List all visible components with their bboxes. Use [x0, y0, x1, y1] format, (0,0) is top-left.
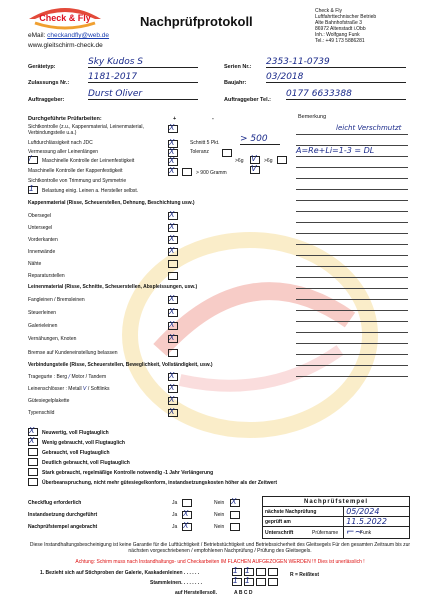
stammleinen-label: Stammleinen. . . . . . . . — [150, 580, 202, 586]
stempel-row-value: 05/2024 — [344, 507, 410, 517]
nein-box[interactable] — [230, 511, 240, 519]
kappe-item-label: Untersegel — [28, 225, 53, 231]
zustand-box[interactable] — [28, 448, 38, 456]
website-link[interactable]: www.gleitschirm-check.de — [28, 42, 103, 49]
check-box[interactable]: X — [168, 158, 178, 166]
schnitt-value: > 500 — [240, 134, 280, 145]
check-item-label: Luftdurchlässigkeit nach JDC — [28, 140, 93, 146]
toleranz-value: A=Re+Li=1-3 = DL — [296, 146, 375, 155]
check-and-fly-logo — [25, 3, 105, 35]
check-item-label: Maschinelle Kontrolle der Kappenfestigkeit — [28, 168, 123, 174]
ja-label: Ja — [172, 500, 178, 506]
nein-label: Nein — [214, 500, 225, 506]
toleranz-box[interactable] — [222, 149, 232, 157]
plus-header: + — [173, 116, 177, 122]
zustand-label: Gebraucht, voll Flugtauglich — [42, 450, 110, 456]
bemerkung-text: leicht Verschmutzt — [336, 124, 402, 132]
verbindung-item-label: Leinenschlösser : Metall V / Softlinks — [28, 386, 110, 392]
pruefername-label: Prüfername — [312, 530, 339, 536]
pruefername-value: Funk — [360, 530, 372, 536]
kappe-box[interactable]: X — [168, 236, 178, 244]
zulassung-value: 1181-2017 — [88, 72, 198, 83]
checks-heading: Durchgeführte Prüfarbeiten: — [28, 116, 102, 122]
zustand-label: Wenig gebraucht, voll Flugtauglich — [42, 440, 125, 446]
auftraggeber-label: Auftraggeber: — [28, 97, 65, 103]
check-item-label: Belastung einig. Leinen a. Hersteller selbst. — [42, 188, 139, 194]
belastung-box[interactable]: 1 — [28, 186, 38, 194]
svg-text:Check & Fly: Check & Fly — [39, 13, 91, 23]
ja-label: Ja — [172, 512, 178, 518]
seriennr-label: Serien Nr.: — [224, 64, 252, 70]
nein-label: Nein — [214, 512, 225, 518]
check-box[interactable]: X — [168, 168, 178, 176]
company-block: Check & Fly Luftfahrttechnischer Betrieb Alte Bahnhofstraße 3 86972 Altenstadt i.Obb Inh.: Wolfgang Funk Tel.: +49 173 5886281 — [315, 8, 377, 44]
warning: Achtung: Schirm muss nach Instandhaltungs- und Checkarbeiten IM FLACHEN AUFGEZOGEN WERDEN !!! Dies ist unerlässlich ! — [75, 559, 365, 565]
leinen-box[interactable]: X — [168, 335, 178, 343]
zustand-box[interactable] — [28, 478, 38, 486]
gramm-plus-box[interactable]: V — [250, 166, 260, 174]
signature: ⌐~ — [344, 527, 410, 539]
stempel-row-label: Unterschrift — [263, 527, 344, 539]
leinen-item-label: Galerieleinen — [28, 323, 58, 329]
footer-box[interactable]: 1 — [232, 578, 242, 586]
leinen-box[interactable]: X — [168, 296, 178, 304]
zustand-label: Neuwertig, voll Flugtauglich — [42, 430, 109, 436]
seriennr-value: 2353-11-0739 — [266, 57, 406, 68]
bottom-check-label: Instandsetzung durchgeführt — [28, 512, 98, 518]
tel-label: Auftraggeber Tel.: — [224, 97, 271, 103]
zustand-label: Überbeanspruchung, nicht mehr gütesiegelkonform, instandsetzungskosten höher als der Zeitwert — [42, 480, 278, 486]
email-line: eMail: checkandfly@web.de — [28, 32, 110, 39]
leinen-item-label: Steuerleinen — [28, 310, 57, 316]
gramm-box[interactable] — [182, 168, 192, 176]
verbindung-box[interactable]: X — [168, 385, 178, 393]
minus-header: - — [212, 116, 214, 122]
auftraggeber-value: Durst Oliver — [88, 89, 198, 100]
kappe-item-label: Vorderkanten — [28, 237, 58, 243]
gt900-label: > 900 Gramm — [196, 170, 227, 176]
check-item-label: Vermessung aller Leinenlängen — [28, 149, 99, 155]
leinen-box[interactable] — [168, 349, 178, 357]
ja-box[interactable]: X — [182, 511, 192, 519]
baujahr-value: 03/2018 — [266, 72, 406, 83]
kappe-box[interactable]: X — [168, 212, 178, 220]
ja-label: Ja — [172, 524, 178, 530]
gt6g-box[interactable]: V — [250, 156, 260, 164]
stempel-row-value: 11.5.2022 — [344, 517, 410, 527]
kappe-item-label: Nähte — [28, 261, 42, 267]
verbindung-box[interactable]: X — [168, 397, 178, 405]
zustand-box[interactable] — [28, 468, 38, 476]
kappe-box[interactable]: X — [168, 248, 178, 256]
kappe-box[interactable]: X — [168, 224, 178, 232]
nein-box[interactable] — [230, 523, 240, 531]
verbindung-item-label: Tragegurte : Berg / Motor / Tandem — [28, 374, 107, 380]
baujahr-label: Baujahr: — [224, 80, 247, 86]
footer-box[interactable]: 1 — [232, 568, 242, 576]
ja-box[interactable]: X — [182, 523, 192, 531]
footer-box[interactable] — [256, 578, 266, 586]
zustand-box[interactable]: X — [28, 438, 38, 446]
document-title: Nachprüfprotokoll — [140, 14, 253, 29]
kappe-item-label: Innenwände — [28, 249, 56, 255]
schnitt-label: Schnitt 5 Pkt. — [190, 140, 220, 146]
footer-box[interactable]: 1 — [244, 578, 254, 586]
geraetetyp-label: Gerätetyp: — [28, 64, 56, 70]
tel-value: 0177 6633388 — [286, 89, 406, 100]
disclaimer: Diese Instandhaltungsbescheinigung ist keine Garantie für die Lufttüchtigkeit / Betriebstüchtigkeit und Betriebssicherheit des Gleitsegels Für den gesamten Zeitraum bis zur nächsten vorgeschriebenen / empfohlenen Nachprüfung / Prüfung des Gleitsegels. — [29, 542, 411, 554]
gt6g-label: >6g — [235, 158, 244, 164]
nein-label: Nein — [214, 524, 225, 530]
leinen-box[interactable]: X — [168, 309, 178, 317]
zustand-box[interactable]: X — [28, 428, 38, 436]
r-label: R = Reißtest — [290, 572, 320, 578]
check-item-label: Sichtkontrolle von Trimmung und Symmetrie — [28, 178, 127, 184]
leinen-item-label: Fangleinen / Bremsleinen — [28, 297, 85, 303]
gt6g2-box[interactable] — [277, 156, 287, 164]
bemerkung-label: Bemerkung — [298, 114, 327, 120]
bottom-check-label: Nachprüfstempel angebracht — [28, 524, 98, 530]
toleranz-label: Toleranz — [190, 149, 209, 155]
footer-box[interactable]: 1 — [244, 568, 254, 576]
zustand-label: Deutlich gebraucht, voll Flugtauglich — [42, 460, 130, 466]
kappe-heading: Kappenmaterial (Risse, Scheuerstellen, Dehnung, Beschichtung usw.) — [28, 200, 195, 206]
verbindung-item-label: Typenschild — [28, 410, 55, 416]
stempel-title: Nachprüfstempel — [263, 497, 410, 507]
verbindung-heading: Verbindungsteile (Risse, Scheuerstellen, Beweglichkeit, Vollständigkeit, usw.) — [28, 362, 213, 368]
bottom-check-label: Checkflug erforderlich — [28, 500, 82, 506]
check-box[interactable]: X — [168, 125, 178, 133]
kappe-item-label: Reparaturstellen — [28, 273, 65, 279]
verbindung-item-label: Gütesiegelplakette — [28, 398, 70, 404]
leinen-heading: Leinenmaterial (Risse, Schnitte, Scheuerstellen, Abspleissungen, usw.) — [28, 284, 198, 290]
check-and-fly-watermark — [120, 230, 380, 440]
zustand-label: Stark gebraucht, regelmäßige Kontrolle notwendig -1 Jahr Verlängerung — [42, 470, 214, 476]
footer-box[interactable] — [268, 578, 278, 586]
gt6g2-label: >6g — [264, 158, 273, 164]
footer-box[interactable] — [256, 568, 266, 576]
verbindung-box[interactable]: X — [168, 373, 178, 381]
check-item-label: Maschinelle Kontrolle der Leinenfestigkeit — [42, 158, 135, 164]
kappe-box[interactable] — [168, 260, 178, 268]
kappe-box[interactable] — [168, 272, 178, 280]
abcd-label: A B C D — [234, 590, 253, 596]
ja-box[interactable] — [182, 499, 192, 507]
stempel-row-label: geprüft am — [263, 517, 344, 527]
zulassung-label: Zulassungs Nr.: — [28, 80, 70, 86]
nein-box[interactable]: X — [230, 499, 240, 507]
herstellersoll-label: auf Herstellersoll. — [175, 590, 217, 596]
zustand-box[interactable] — [28, 458, 38, 466]
email-link[interactable]: checkandfly@web.de — [47, 32, 110, 39]
leinen-box[interactable]: X — [168, 322, 178, 330]
leinen-test-box[interactable]: / — [28, 156, 38, 164]
kappe-item-label: Obersegel — [28, 213, 52, 219]
footer-box[interactable] — [268, 568, 278, 576]
leinen-item-label: Vernähungen, Knoten — [28, 336, 77, 342]
footer-item: 1. Bezieht sich auf Stichproben der Galerie, Kaskadenleinen . . . . . . — [40, 570, 200, 576]
geraetetyp-value: Sky Kudos S — [88, 57, 198, 68]
stempel-row-label: nächste Nachprüfung — [263, 507, 344, 517]
verbindung-box[interactable]: X — [168, 409, 178, 417]
check-box[interactable]: X — [168, 140, 178, 148]
check-item-label: Sichtkontrolle (z.u., Kappenmaterial, Leinenmaterial, Verbindungsteile u.a.) — [28, 124, 144, 136]
leinen-item-label: Bremse auf Kundeneinstellung belassen — [28, 350, 118, 356]
check-box[interactable]: X — [168, 149, 178, 157]
